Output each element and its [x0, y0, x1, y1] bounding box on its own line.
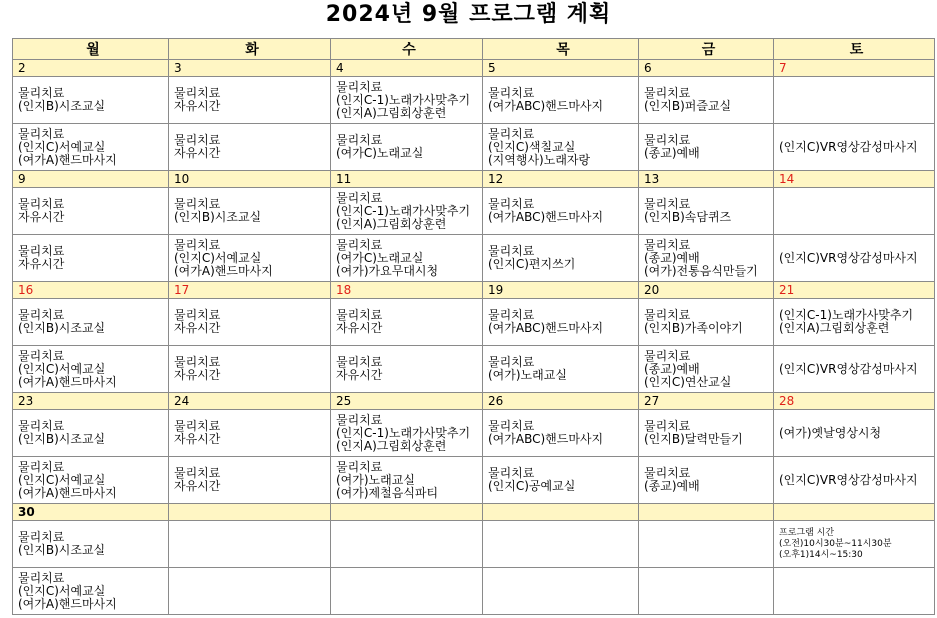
program-row	[13, 410, 935, 457]
program-item: (여가A)핸드마사지	[18, 485, 117, 500]
program-cell	[331, 346, 483, 393]
program-cell	[483, 235, 639, 282]
program-item: 물리치료	[18, 419, 65, 433]
program-item: 물리치료	[488, 419, 535, 433]
program-cell	[13, 77, 169, 124]
program-cell	[13, 568, 169, 615]
date-row	[13, 60, 935, 77]
program-item: 자유시간	[174, 368, 221, 382]
date-cell: 25	[331, 393, 483, 410]
program-cell	[639, 124, 774, 171]
date-cell: 13	[639, 171, 774, 188]
date-cell: 19	[483, 282, 639, 299]
program-item: 물리치료	[336, 355, 383, 369]
program-item: (여가)전통음식만들기	[644, 263, 758, 278]
weekday-header: 월	[13, 39, 169, 60]
program-item: 물리치료	[336, 190, 383, 205]
date-cell: 4	[331, 60, 483, 77]
program-cell	[483, 299, 639, 346]
date-cell: 20	[639, 282, 774, 299]
program-item: 물리치료	[174, 355, 221, 369]
program-row	[13, 568, 935, 615]
weekday-header: 토	[774, 39, 935, 60]
date-cell: 28	[774, 393, 935, 410]
program-row	[13, 521, 935, 568]
program-item: 자유시간	[174, 146, 221, 160]
program-cell	[639, 346, 774, 393]
program-item: 물리치료	[644, 466, 691, 480]
program-item: (지역행사)노래자랑	[488, 152, 591, 167]
program-item: (인지B)시조교실	[18, 432, 106, 446]
date-cell: 12	[483, 171, 639, 188]
program-item: (여가)노래교실	[488, 368, 567, 382]
program-cell	[483, 410, 639, 457]
program-item: 자유시간	[174, 99, 221, 113]
program-cell	[331, 235, 483, 282]
program-item: 물리치료	[18, 126, 65, 141]
program-item: 물리치료	[18, 530, 65, 544]
program-row	[13, 235, 935, 282]
date-cell: 23	[13, 393, 169, 410]
program-item: (인지B)달력만들기	[644, 432, 743, 446]
date-cell: 9	[13, 171, 169, 188]
program-item: (오후1)14시~15:30	[779, 549, 863, 560]
program-cell	[774, 568, 935, 615]
program-row	[13, 299, 935, 346]
program-row	[13, 77, 935, 124]
program-item: 물리치료	[488, 308, 535, 322]
program-item: (인지A)그림회상훈련	[336, 438, 447, 453]
program-item: 자유시간	[18, 210, 65, 224]
date-cell: 10	[169, 171, 331, 188]
program-item: 물리치료	[174, 86, 221, 100]
program-cell	[13, 457, 169, 504]
program-item: (인지C)서예교실	[174, 250, 262, 265]
program-cell	[639, 568, 774, 615]
program-cell	[169, 77, 331, 124]
program-item: (여가A)핸드마사지	[18, 596, 117, 611]
program-item: 물리치료	[174, 197, 221, 211]
program-item: (인지C-1)노래가사맞추기	[336, 203, 471, 218]
program-item: 물리치료	[18, 348, 65, 363]
program-item: 물리치료	[488, 126, 535, 141]
program-item: (여가A)핸드마사지	[18, 152, 117, 167]
program-item: (여가C)노래교실	[336, 250, 424, 265]
program-cell	[774, 457, 935, 504]
program-item: 프로그램 시간	[779, 527, 835, 538]
date-cell: 14	[774, 171, 935, 188]
program-cell	[331, 77, 483, 124]
weekday-header: 수	[331, 39, 483, 60]
program-cell	[774, 346, 935, 393]
program-cell	[13, 188, 169, 235]
program-cell	[169, 410, 331, 457]
program-item: (오전)10시30분~11시30분	[779, 538, 892, 549]
program-cell	[774, 124, 935, 171]
program-item: 물리치료	[488, 86, 535, 100]
date-cell: 2	[13, 60, 169, 77]
program-time-note	[774, 521, 935, 568]
program-item: (인지B)시조교실	[18, 321, 106, 335]
program-cell	[639, 188, 774, 235]
program-item: (인지B)시조교실	[18, 543, 106, 557]
program-item: (여가)노래교실	[336, 472, 415, 487]
weekday-header: 화	[169, 39, 331, 60]
program-cell	[774, 299, 935, 346]
program-cell	[483, 188, 639, 235]
program-item: 물리치료	[488, 355, 535, 369]
program-item: (인지C)연산교실	[644, 374, 732, 389]
page-title: 2024년 9월 프로그램 계획	[325, 2, 612, 27]
date-row	[13, 504, 935, 521]
program-item: (인지C)VR영상감성마사지	[779, 472, 918, 487]
program-cell	[13, 521, 169, 568]
program-item: (여가)제철음식파티	[336, 485, 439, 500]
program-cell	[639, 77, 774, 124]
program-cell	[169, 235, 331, 282]
program-row	[13, 457, 935, 504]
program-item: 물리치료	[18, 308, 65, 322]
program-cell	[774, 235, 935, 282]
program-item: 물리치료	[336, 412, 383, 427]
date-cell	[774, 504, 935, 521]
date-cell	[483, 504, 639, 521]
date-row	[13, 282, 935, 299]
program-cell	[639, 235, 774, 282]
program-item: (인지A)그림회상훈련	[336, 216, 447, 231]
date-cell: 17	[169, 282, 331, 299]
program-cell	[331, 188, 483, 235]
program-item: 물리치료	[644, 308, 691, 322]
program-cell	[483, 346, 639, 393]
program-item: (종교)예배	[644, 361, 700, 376]
program-cell	[169, 124, 331, 171]
program-item: 물리치료	[174, 419, 221, 433]
program-row	[13, 188, 935, 235]
program-cell	[169, 299, 331, 346]
program-item: (인지C)서예교실	[18, 472, 106, 487]
program-item: 물리치료	[18, 244, 65, 258]
program-item: 물리치료	[174, 466, 221, 480]
date-cell: 16	[13, 282, 169, 299]
date-cell	[639, 504, 774, 521]
program-item: (여가ABC)핸드마사지	[488, 99, 604, 113]
program-cell	[169, 346, 331, 393]
program-item: 물리치료	[644, 86, 691, 100]
program-item: (인지B)가족이야기	[644, 321, 743, 335]
program-item: (종교)예배	[644, 250, 700, 265]
program-cell	[169, 457, 331, 504]
program-item: 자유시간	[174, 321, 221, 335]
program-item: 물리치료	[174, 308, 221, 322]
program-cell	[13, 346, 169, 393]
program-cell	[169, 188, 331, 235]
program-item: (인지B)퍼즐교실	[644, 99, 732, 113]
program-cell	[483, 77, 639, 124]
program-item: (인지C)VR영상감성마사지	[779, 361, 918, 376]
program-item: (여가C)노래교실	[336, 146, 424, 160]
program-item: (여가ABC)핸드마사지	[488, 321, 604, 335]
program-item: (인지A)그림회상훈련	[779, 321, 890, 335]
weekday-header-row	[13, 39, 935, 60]
calendar-body	[13, 60, 935, 615]
program-item: (인지C)서예교실	[18, 583, 106, 598]
program-item: 물리치료	[644, 348, 691, 363]
program-item: (인지C-1)노래가사맞추기	[336, 425, 471, 440]
program-item: 물리치료	[644, 419, 691, 433]
program-item: 자유시간	[174, 432, 221, 446]
date-cell: 24	[169, 393, 331, 410]
date-cell: 3	[169, 60, 331, 77]
program-item: (인지C)편지쓰기	[488, 257, 576, 271]
program-cell	[483, 568, 639, 615]
date-cell: 7	[774, 60, 935, 77]
program-item: 물리치료	[488, 244, 535, 258]
program-item: (인지C)서예교실	[18, 139, 106, 154]
calendar-table	[12, 38, 935, 615]
program-cell	[639, 521, 774, 568]
program-item: 물리치료	[644, 237, 691, 252]
program-cell	[483, 124, 639, 171]
program-cell	[331, 410, 483, 457]
program-item: 자유시간	[174, 479, 221, 493]
program-cell	[331, 568, 483, 615]
program-item: 물리치료	[336, 459, 383, 474]
program-cell	[483, 521, 639, 568]
program-item: (인지B)속담퀴즈	[644, 210, 732, 224]
program-cell	[483, 457, 639, 504]
program-cell	[774, 188, 935, 235]
program-item: 자유시간	[336, 321, 383, 335]
date-cell: 27	[639, 393, 774, 410]
date-row	[13, 171, 935, 188]
weekday-header: 금	[639, 39, 774, 60]
program-cell	[774, 77, 935, 124]
program-item: 물리치료	[644, 197, 691, 211]
program-item: (여가A)핸드마사지	[174, 263, 273, 278]
date-cell	[331, 504, 483, 521]
program-cell	[13, 410, 169, 457]
program-cell	[331, 521, 483, 568]
program-item: (여가ABC)핸드마사지	[488, 210, 604, 224]
program-cell	[331, 457, 483, 504]
program-item: 물리치료	[336, 308, 383, 322]
program-item: (여가)가요무대시청	[336, 263, 439, 278]
date-cell	[169, 504, 331, 521]
date-cell: 18	[331, 282, 483, 299]
program-cell	[639, 410, 774, 457]
program-row	[13, 124, 935, 171]
program-cell	[639, 299, 774, 346]
program-item: (인지B)시조교실	[174, 210, 262, 224]
program-item: 물리치료	[644, 133, 691, 147]
program-item: (인지C)공예교실	[488, 479, 576, 493]
program-item: 물리치료	[336, 133, 383, 147]
program-item: 물리치료	[336, 237, 383, 252]
date-cell: 21	[774, 282, 935, 299]
program-cell	[774, 410, 935, 457]
program-cell	[331, 299, 483, 346]
program-cell	[13, 235, 169, 282]
date-cell: 11	[331, 171, 483, 188]
program-item: 물리치료	[488, 197, 535, 211]
program-item: 물리치료	[336, 79, 383, 94]
program-item: (종교)예배	[644, 479, 700, 493]
program-cell	[169, 521, 331, 568]
program-cell	[169, 568, 331, 615]
program-item: 물리치료	[18, 570, 65, 585]
program-cell	[331, 124, 483, 171]
program-item: 물리치료	[488, 466, 535, 480]
program-item: (인지C)VR영상감성마사지	[779, 250, 918, 265]
program-item: 자유시간	[336, 368, 383, 382]
date-cell: 26	[483, 393, 639, 410]
program-item: (인지C-1)노래가사맞추기	[779, 308, 914, 322]
program-item: 물리치료	[174, 133, 221, 147]
program-item: (여가A)핸드마사지	[18, 374, 117, 389]
program-row	[13, 346, 935, 393]
program-item: (여가ABC)핸드마사지	[488, 432, 604, 446]
program-cell	[13, 124, 169, 171]
program-cell	[13, 299, 169, 346]
program-item: (인지C)서예교실	[18, 361, 106, 376]
program-item: (인지C)색칠교실	[488, 139, 576, 154]
date-cell: 6	[639, 60, 774, 77]
date-cell: 5	[483, 60, 639, 77]
program-item: 물리치료	[18, 86, 65, 100]
program-item: 물리치료	[18, 197, 65, 211]
program-item: (인지C)VR영상감성마사지	[779, 139, 918, 154]
program-item: 자유시간	[18, 257, 65, 271]
program-item: (여가)옛날영상시청	[779, 425, 882, 440]
program-item: (인지B)시조교실	[18, 99, 106, 113]
program-item: 물리치료	[174, 237, 221, 252]
program-item: (인지C-1)노래가사맞추기	[336, 92, 471, 107]
program-item: (종교)예배	[644, 146, 700, 160]
program-item: (인지A)그림회상훈련	[336, 105, 447, 120]
date-cell: 30	[13, 504, 169, 521]
weekday-header: 목	[483, 39, 639, 60]
program-cell	[639, 457, 774, 504]
program-item: 물리치료	[18, 459, 65, 474]
date-row	[13, 393, 935, 410]
